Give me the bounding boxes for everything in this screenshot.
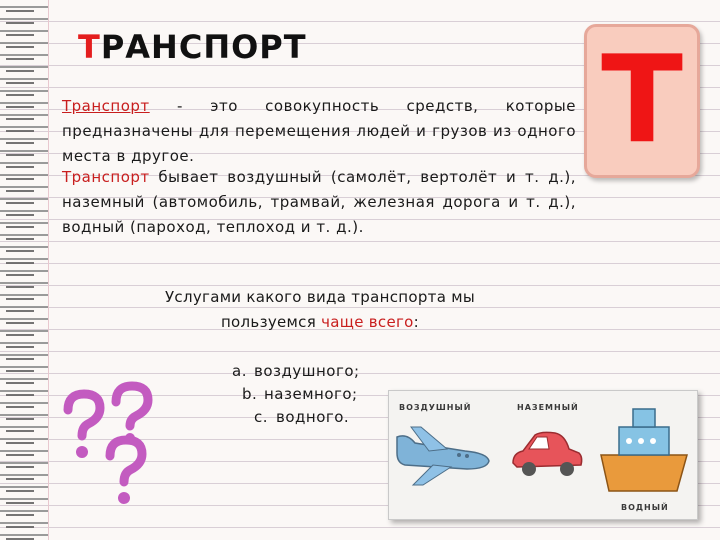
- transport-drawing: [388, 390, 698, 520]
- ship-icon: [601, 409, 687, 491]
- question-mark-icon: [68, 394, 100, 436]
- margin-line: [48, 0, 49, 540]
- option-marker: b.: [242, 385, 258, 403]
- question-marks-decor: [56, 380, 166, 510]
- definition-text: - это совокупность средств, которые предназначены для перемещения людей и грузов из одного места в другое.: [62, 97, 576, 165]
- types-term: Транспорт: [62, 168, 150, 186]
- question-mark-icon: [116, 386, 148, 426]
- letter-card: [584, 24, 700, 178]
- drawing-label-air: ВОЗДУШНЫЙ: [399, 403, 472, 412]
- notebook-binding: [0, 0, 48, 540]
- option-item[interactable]: [232, 383, 360, 406]
- question-text: [100, 285, 540, 335]
- definition-paragraph: [62, 94, 576, 169]
- question-line2-prefix: пользуемся: [220, 313, 322, 331]
- option-item[interactable]: [232, 406, 360, 429]
- title-rest: РАНСПОРТ: [100, 28, 307, 66]
- definition-term: Транспорт: [62, 97, 150, 115]
- answer-options: [232, 360, 360, 429]
- drawing-label-water: ВОДНЫЙ: [621, 503, 669, 512]
- option-text: водного.: [276, 408, 350, 426]
- option-text: наземного;: [264, 385, 358, 403]
- option-marker: a.: [232, 362, 247, 380]
- option-marker: c.: [254, 408, 269, 426]
- types-paragraph: [62, 165, 576, 240]
- question-mark-icon: [110, 440, 142, 482]
- option-item[interactable]: [232, 360, 360, 383]
- option-text: воздушного;: [254, 362, 360, 380]
- drawing-label-ground: НАЗЕМНЫЙ: [517, 403, 579, 412]
- question-line1: Услугами какого вида транспорта мы: [164, 288, 476, 306]
- airplane-icon: [397, 427, 489, 485]
- question-highlight: чаще всего: [321, 313, 414, 331]
- letter-card-letter: Т: [601, 31, 683, 170]
- title-first-letter: Т: [78, 28, 101, 66]
- question-line2-suffix: :: [413, 313, 420, 331]
- page-title: [78, 28, 307, 66]
- question-mark-dot: [76, 446, 88, 458]
- types-text: бывает воздушный (самолёт, вертолёт и т. д.), наземный (автомобиль, трамвай, железная дорога и т. д.), водный (пароход, теплоход и т. д.).: [62, 168, 576, 236]
- car-icon: [513, 432, 582, 476]
- question-mark-dot: [118, 492, 130, 504]
